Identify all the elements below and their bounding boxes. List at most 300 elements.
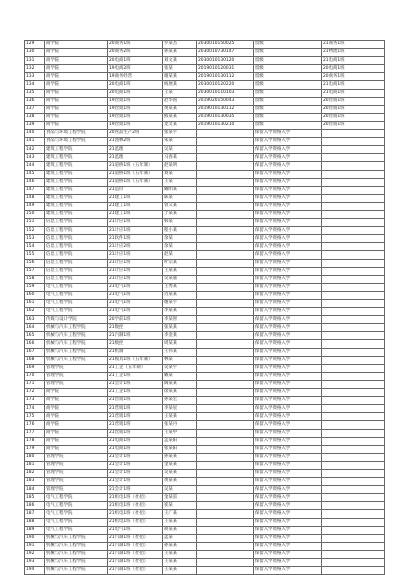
college-cell: 管理学院 xyxy=(45,461,108,469)
table-row xyxy=(25,251,385,259)
row-number: 154 xyxy=(25,243,45,251)
row-number: 192 xyxy=(25,550,45,558)
student-name-cell: 林某 xyxy=(163,356,197,364)
table-row xyxy=(25,364,385,372)
college-cell: 机械与汽车工程学院 xyxy=(45,567,108,575)
student-id-cell xyxy=(197,542,254,550)
class-cell: 21汽制1班（社招） xyxy=(108,542,163,550)
student-name-cell: 张某宇 xyxy=(163,130,197,138)
new-class-cell xyxy=(322,340,385,348)
status-cell: 保留入学资格入学 xyxy=(254,534,322,542)
student-id-cell xyxy=(197,235,254,243)
new-class-cell xyxy=(322,405,385,413)
college-cell: 建筑工程学院 xyxy=(45,170,108,178)
student-name-cell: 黄某某 xyxy=(163,105,197,113)
student-id-cell xyxy=(197,259,254,267)
class-cell: 21汽制1班 xyxy=(108,332,163,340)
status-cell: 保留入学资格入学 xyxy=(254,559,322,567)
student-id-cell xyxy=(197,518,254,526)
class-cell: 19营销1班 xyxy=(108,97,163,105)
class-cell: 21工企（五年制） xyxy=(108,364,163,372)
class-cell: 21机电1班（社招） xyxy=(108,494,163,502)
row-number: 133 xyxy=(25,73,45,81)
student-name-cell: 张某某 xyxy=(163,324,197,332)
new-class-cell xyxy=(322,162,385,170)
table-row xyxy=(25,308,385,316)
class-cell: 20电商1班 xyxy=(108,81,163,89)
student-id-cell xyxy=(197,478,254,486)
student-id-cell: 2030010110103 xyxy=(197,89,254,97)
table-row xyxy=(25,510,385,518)
student-name-cell: 余某 xyxy=(163,243,197,251)
row-number: 177 xyxy=(25,429,45,437)
student-name-cell: 吴某某 xyxy=(163,469,197,477)
student-name-cell: 王某某 xyxy=(163,559,197,567)
class-cell: 21建工1班 xyxy=(108,202,163,210)
student-id-cell xyxy=(197,227,254,235)
status-cell: 保留入学资格入学 xyxy=(254,372,322,380)
status-cell: 保留入学资格入学 xyxy=(254,138,322,146)
status-cell: 保留入学资格入学 xyxy=(254,502,322,510)
college-cell: 机械与汽车工程学院 xyxy=(45,542,108,550)
college-cell: 食品与环境工程学院 xyxy=(45,130,108,138)
status-cell: 保留入学资格入学 xyxy=(254,146,322,154)
new-class-cell xyxy=(322,469,385,477)
row-number: 183 xyxy=(25,478,45,486)
student-id-cell xyxy=(197,364,254,372)
status-cell: 保留入学资格入学 xyxy=(254,291,322,299)
row-number: 168 xyxy=(25,356,45,364)
class-cell: 21数控 xyxy=(108,324,163,332)
table-row xyxy=(25,518,385,526)
table-row xyxy=(25,121,385,129)
college-cell: 商学院 xyxy=(45,73,108,81)
college-cell: 建筑工程学院 xyxy=(45,210,108,218)
class-cell: 19营销1班 xyxy=(108,113,163,121)
row-number: 165 xyxy=(25,332,45,340)
table-row xyxy=(25,89,385,97)
class-cell: 19营销1班 xyxy=(108,121,163,129)
status-cell: 保留入学资格入学 xyxy=(254,364,322,372)
college-cell: 电气工程学院 xyxy=(45,510,108,518)
row-number: 176 xyxy=(25,421,45,429)
roster-table xyxy=(24,40,385,575)
new-class-cell xyxy=(322,138,385,146)
student-id-cell xyxy=(197,146,254,154)
table-row xyxy=(25,41,385,49)
status-cell: 保留入学资格入学 xyxy=(254,518,322,526)
college-cell: 电气工程学院 xyxy=(45,300,108,308)
college-cell: 机械与汽车工程学院 xyxy=(45,348,108,356)
status-cell: 留级 xyxy=(254,81,322,89)
table-row xyxy=(25,178,385,186)
college-cell: 建筑工程学院 xyxy=(45,194,108,202)
student-id-cell xyxy=(197,405,254,413)
new-class-cell xyxy=(322,154,385,162)
student-name-cell: 孙某某 xyxy=(163,542,197,550)
table-row xyxy=(25,194,385,202)
new-class-cell xyxy=(322,510,385,518)
student-name-cell: 曾义某 xyxy=(163,202,197,210)
new-class-cell xyxy=(322,275,385,283)
college-cell: 管理学院 xyxy=(45,372,108,380)
college-cell: 信息工程学院 xyxy=(45,219,108,227)
student-id-cell: 2019010130112 xyxy=(197,105,254,113)
row-number: 157 xyxy=(25,267,45,275)
class-cell: 21建工1班 xyxy=(108,194,163,202)
class-cell: 21监理 xyxy=(108,154,163,162)
table-row xyxy=(25,186,385,194)
college-cell: 电气工程学院 xyxy=(45,308,108,316)
row-number: 131 xyxy=(25,57,45,65)
student-name-cell: 龙文某 xyxy=(163,121,197,129)
new-class-cell: 21电商1班 xyxy=(322,81,385,89)
student-name-cell: 王广某 xyxy=(163,510,197,518)
new-class-cell xyxy=(322,202,385,210)
student-name-cell: 孙某某 xyxy=(163,49,197,57)
table-row xyxy=(25,57,385,65)
table-row xyxy=(25,356,385,364)
student-name-cell: 刘某 xyxy=(163,170,197,178)
status-cell: 保留入学资格入学 xyxy=(254,300,322,308)
college-cell: 信息工程学院 xyxy=(45,259,108,267)
college-cell: 机械与汽车工程学院 xyxy=(45,559,108,567)
new-class-cell xyxy=(322,486,385,494)
student-name-cell: 李某星 xyxy=(163,405,197,413)
status-cell: 保留入学资格入学 xyxy=(254,251,322,259)
row-number: 129 xyxy=(25,41,45,49)
student-name-cell: 陈某 xyxy=(163,194,197,202)
student-name-cell: 韩某 xyxy=(163,219,197,227)
class-cell: 21监理 xyxy=(108,146,163,154)
class-cell: 21电气1班 xyxy=(108,300,163,308)
table-row xyxy=(25,413,385,421)
row-number: 144 xyxy=(25,162,45,170)
row-number: 156 xyxy=(25,259,45,267)
student-name-cell: 熊某某 xyxy=(163,113,197,121)
class-cell: 21计应1班 xyxy=(108,227,163,235)
new-class-cell xyxy=(322,332,385,340)
status-cell: 留级 xyxy=(254,105,322,113)
row-number: 184 xyxy=(25,486,45,494)
new-class-cell xyxy=(322,534,385,542)
table-row xyxy=(25,429,385,437)
student-id-cell xyxy=(197,186,254,194)
new-class-cell xyxy=(322,308,385,316)
college-cell: 商学院 xyxy=(45,405,108,413)
new-class-cell xyxy=(322,389,385,397)
student-name-cell: 王某某 xyxy=(163,518,197,526)
student-id-cell xyxy=(197,130,254,138)
student-name-cell: 徐某某 xyxy=(163,389,197,397)
row-number: 159 xyxy=(25,283,45,291)
student-id-cell xyxy=(197,526,254,534)
class-cell: 21工企1班 xyxy=(108,389,163,397)
status-cell: 保留入学资格入学 xyxy=(254,445,322,453)
class-cell: 21机电1班（社招） xyxy=(108,502,163,510)
student-id-cell xyxy=(197,291,254,299)
college-cell: 电气工程学院 xyxy=(45,283,108,291)
table-row xyxy=(25,397,385,405)
row-number: 187 xyxy=(25,510,45,518)
status-cell: 保留入学资格入学 xyxy=(254,178,322,186)
class-cell: 21建工1班 xyxy=(108,210,163,218)
student-id-cell xyxy=(197,202,254,210)
student-id-cell xyxy=(197,380,254,388)
student-name-cell: 王秀某 xyxy=(163,283,197,291)
student-name-cell: 王某 xyxy=(163,178,197,186)
college-cell: 机械与汽车工程学院 xyxy=(45,332,108,340)
student-id-cell xyxy=(197,219,254,227)
student-id-cell xyxy=(197,154,254,162)
status-cell: 保留入学资格入学 xyxy=(254,413,322,421)
student-id-cell xyxy=(197,210,254,218)
row-number: 170 xyxy=(25,372,45,380)
table-row xyxy=(25,300,385,308)
new-class-cell xyxy=(322,445,385,453)
new-class-cell xyxy=(322,526,385,534)
student-name-cell: 叶宗某 xyxy=(163,259,197,267)
new-class-cell xyxy=(322,283,385,291)
new-class-cell: 20营销1班 xyxy=(322,105,385,113)
new-class-cell xyxy=(322,316,385,324)
student-id-cell xyxy=(197,429,254,437)
college-cell: 建筑工程学院 xyxy=(45,186,108,194)
class-cell: 21营销1班 xyxy=(108,413,163,421)
class-cell: 21汽制1班（社招） xyxy=(108,567,163,575)
student-name-cell: 王某某 xyxy=(163,567,197,575)
status-cell: 保留入学资格入学 xyxy=(254,170,322,178)
row-number: 140 xyxy=(25,130,45,138)
row-number: 141 xyxy=(25,138,45,146)
table-row xyxy=(25,494,385,502)
table-row xyxy=(25,259,385,267)
student-name-cell: 崔某 xyxy=(163,502,197,510)
new-class-cell xyxy=(322,437,385,445)
college-cell: 电气工程学院 xyxy=(45,526,108,534)
new-class-cell xyxy=(322,243,385,251)
status-cell: 保留入学资格入学 xyxy=(254,421,322,429)
class-cell: 21机电1班（社招） xyxy=(108,510,163,518)
student-name-cell: 赵华国 xyxy=(163,97,197,105)
status-cell: 保留入学资格入学 xyxy=(254,324,322,332)
student-id-cell xyxy=(197,300,254,308)
status-cell: 留级 xyxy=(254,57,322,65)
student-id-cell xyxy=(197,267,254,275)
status-cell: 保留入学资格入学 xyxy=(254,348,322,356)
new-class-cell: 20营销1班 xyxy=(322,113,385,121)
status-cell: 保留入学资格入学 xyxy=(254,437,322,445)
college-cell: 电气工程学院 xyxy=(45,518,108,526)
college-cell: 管理学院 xyxy=(45,364,108,372)
class-cell: 21计应2班 xyxy=(108,243,163,251)
row-number: 178 xyxy=(25,437,45,445)
college-cell: 管理学院 xyxy=(45,453,108,461)
college-cell: 商学院 xyxy=(45,81,108,89)
class-cell: 21计应1班 xyxy=(108,275,163,283)
new-class-cell xyxy=(322,300,385,308)
table-row xyxy=(25,97,385,105)
student-id-cell: 2019010130112 xyxy=(197,73,254,81)
new-class-cell xyxy=(322,364,385,372)
student-id-cell xyxy=(197,356,254,364)
row-number: 161 xyxy=(25,300,45,308)
class-cell: 19营销1班 xyxy=(108,105,163,113)
college-cell: 管理学院 xyxy=(45,380,108,388)
student-name-cell: 胡某某 xyxy=(163,526,197,534)
class-cell: 20电商1班 xyxy=(108,57,163,65)
table-row xyxy=(25,405,385,413)
class-cell: 21会计1班 xyxy=(108,380,163,388)
row-number: 182 xyxy=(25,469,45,477)
new-class-cell xyxy=(322,178,385,186)
table-row xyxy=(25,469,385,477)
new-class-cell xyxy=(322,453,385,461)
student-name-cell: 李某智 xyxy=(163,316,197,324)
student-name-cell: 罗某杰 xyxy=(163,41,197,49)
new-class-cell xyxy=(322,348,385,356)
class-cell: 21工企1班 xyxy=(108,372,163,380)
student-id-cell xyxy=(197,389,254,397)
student-id-cell xyxy=(197,397,254,405)
status-cell: 保留入学资格入学 xyxy=(254,461,322,469)
status-cell: 保留入学资格入学 xyxy=(254,275,322,283)
college-cell: 建筑工程学院 xyxy=(45,202,108,210)
student-id-cell xyxy=(197,162,254,170)
college-cell: 商学院 xyxy=(45,49,108,57)
table-row xyxy=(25,275,385,283)
student-id-cell xyxy=(197,453,254,461)
row-number: 193 xyxy=(25,559,45,567)
status-cell: 留级 xyxy=(254,73,322,81)
student-id-cell xyxy=(197,332,254,340)
class-cell: 21营销1班 xyxy=(108,421,163,429)
table-row xyxy=(25,73,385,81)
new-class-cell xyxy=(322,259,385,267)
table-row xyxy=(25,550,385,558)
row-number: 143 xyxy=(25,154,45,162)
class-cell: 21营销1班 xyxy=(108,397,163,405)
class-cell: 21模具1班（五年制） xyxy=(108,356,163,364)
class-cell: 21营销1班 xyxy=(108,405,163,413)
college-cell: 信息工程学院 xyxy=(45,227,108,235)
row-number: 175 xyxy=(25,413,45,421)
new-class-cell xyxy=(322,210,385,218)
table-row xyxy=(25,324,385,332)
college-cell: 建筑工程学院 xyxy=(45,162,108,170)
college-cell: 商学院 xyxy=(45,397,108,405)
status-cell: 保留入学资格入学 xyxy=(254,186,322,194)
class-cell: 21电气1班 xyxy=(108,283,163,291)
row-number: 174 xyxy=(25,405,45,413)
student-name-cell: 程小某 xyxy=(163,227,197,235)
student-name-cell: 谢某宇 xyxy=(163,300,197,308)
college-cell: 机械与汽车工程学院 xyxy=(45,340,108,348)
table-row xyxy=(25,49,385,57)
new-class-cell xyxy=(322,170,385,178)
college-cell: 商学院 xyxy=(45,57,108,65)
student-id-cell xyxy=(197,461,254,469)
table-row xyxy=(25,105,385,113)
student-id-cell: 2030010130120 xyxy=(197,57,254,65)
table-row xyxy=(25,542,385,550)
status-cell: 留级 xyxy=(254,49,322,57)
status-cell: 保留入学资格入学 xyxy=(254,567,322,575)
table-row xyxy=(25,235,385,243)
row-number: 149 xyxy=(25,202,45,210)
student-name-cell: 王某某 xyxy=(163,550,197,558)
student-id-cell xyxy=(197,170,254,178)
student-id-cell xyxy=(197,316,254,324)
student-id-cell xyxy=(197,502,254,510)
student-id-cell xyxy=(197,194,254,202)
class-cell: 20电商1班 xyxy=(108,89,163,97)
roster-body xyxy=(25,41,385,575)
college-cell: 传媒与设计学院 xyxy=(45,316,108,324)
row-number: 166 xyxy=(25,340,45,348)
new-class-cell xyxy=(322,494,385,502)
class-cell: 21造价 xyxy=(108,186,163,194)
table-row xyxy=(25,202,385,210)
row-number: 169 xyxy=(25,364,45,372)
new-class-cell xyxy=(322,130,385,138)
table-row xyxy=(25,526,385,534)
student-name-cell: 孟某 xyxy=(163,534,197,542)
college-cell: 商学院 xyxy=(45,41,108,49)
class-cell: 21汽制1班（社招） xyxy=(108,559,163,567)
row-number: 179 xyxy=(25,445,45,453)
college-cell: 建筑工程学院 xyxy=(45,178,108,186)
student-name-cell: 王某中 xyxy=(163,429,197,437)
row-number: 137 xyxy=(25,105,45,113)
student-name-cell: 金某某 xyxy=(163,461,197,469)
student-name-cell: 陶某某 xyxy=(163,380,197,388)
class-cell: 20商务2班 xyxy=(108,49,163,57)
college-cell: 信息工程学院 xyxy=(45,251,108,259)
status-cell: 保留入学资格入学 xyxy=(254,405,322,413)
table-row xyxy=(25,348,385,356)
status-cell: 保留入学资格入学 xyxy=(254,542,322,550)
row-number: 132 xyxy=(25,65,45,73)
student-id-cell xyxy=(197,437,254,445)
class-cell: 21计应1班 xyxy=(108,251,163,259)
student-name-cell: 黄某某 xyxy=(163,478,197,486)
table-row xyxy=(25,65,385,73)
new-class-cell: 21电商1班 xyxy=(322,57,385,65)
row-number: 172 xyxy=(25,389,45,397)
student-id-cell xyxy=(197,372,254,380)
student-id-cell xyxy=(197,413,254,421)
class-cell: 20食品生产2班 xyxy=(108,130,163,138)
status-cell: 留级 xyxy=(254,89,322,97)
student-id-cell xyxy=(197,559,254,567)
row-number: 188 xyxy=(25,518,45,526)
college-cell: 商学院 xyxy=(45,89,108,97)
table-row xyxy=(25,534,385,542)
table-row xyxy=(25,567,385,575)
student-id-cell: 2019010120031 xyxy=(197,65,254,73)
class-cell: 21计应1班 xyxy=(108,267,163,275)
row-number: 135 xyxy=(25,89,45,97)
table-row xyxy=(25,437,385,445)
status-cell: 保留入学资格入学 xyxy=(254,316,322,324)
status-cell: 保留入学资格入学 xyxy=(254,469,322,477)
new-class-cell xyxy=(322,397,385,405)
student-id-cell xyxy=(197,138,254,146)
new-class-cell xyxy=(322,324,385,332)
status-cell: 保留入学资格入学 xyxy=(254,340,322,348)
table-row xyxy=(25,291,385,299)
